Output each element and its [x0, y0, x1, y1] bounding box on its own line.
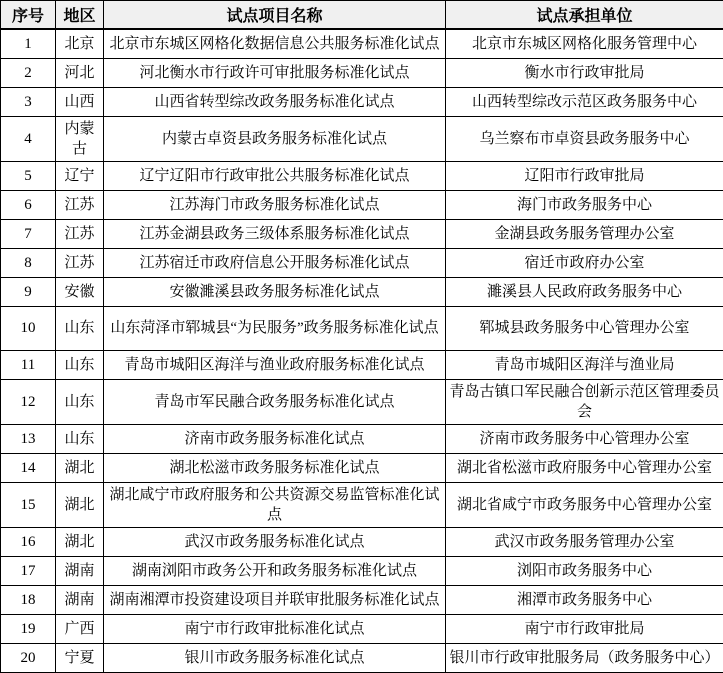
cell-unit: 青岛市城阳区海洋与渔业局: [446, 350, 723, 379]
cell-project: 湖北咸宁市政府服务和公共资源交易监管标准化试点: [104, 482, 446, 527]
cell-region: 山东: [56, 424, 104, 453]
cell-project: 南宁市行政审批标准化试点: [104, 614, 446, 643]
cell-project: 江苏宿迁市政府信息公开服务标准化试点: [104, 248, 446, 277]
cell-unit: 湖北省松滋市政府服务中心管理办公室: [446, 453, 723, 482]
cell-project: 江苏海门市政务服务标准化试点: [104, 190, 446, 219]
table-row: [1, 585, 723, 614]
table-row: [1, 29, 723, 58]
cell-unit: 浏阳市政务服务中心: [446, 556, 723, 585]
column-header-region: 地区: [56, 1, 104, 30]
table-row: [1, 424, 723, 453]
cell-region: 湖南: [56, 556, 104, 585]
cell-unit: 济南市政务服务中心管理办公室: [446, 424, 723, 453]
cell-project: 湖南湘潭市投资建设项目并联审批服务标准化试点: [104, 585, 446, 614]
cell-project: 辽宁辽阳市行政审批公共服务标准化试点: [104, 161, 446, 190]
cell-unit: 海门市政务服务中心: [446, 190, 723, 219]
cell-no: 2: [1, 58, 56, 87]
cell-region: 湖南: [56, 585, 104, 614]
cell-region: 北京: [56, 29, 104, 58]
cell-region: 河北: [56, 58, 104, 87]
cell-project: 济南市政务服务标准化试点: [104, 424, 446, 453]
cell-unit: 濉溪县人民政府政务服务中心: [446, 277, 723, 306]
cell-region: 山东: [56, 379, 104, 424]
cell-no: 10: [1, 306, 56, 350]
table-row: [1, 614, 723, 643]
table-row: [1, 556, 723, 585]
cell-no: 9: [1, 277, 56, 306]
table-row: [1, 219, 723, 248]
cell-region: 山西: [56, 87, 104, 116]
table-row: [1, 527, 723, 556]
table-row: [1, 116, 723, 161]
column-header-unit: 试点承担单位: [446, 1, 723, 30]
cell-region: 湖北: [56, 453, 104, 482]
cell-project: 山西省转型综改政务服务标准化试点: [104, 87, 446, 116]
cell-no: 3: [1, 87, 56, 116]
cell-unit: 衡水市行政审批局: [446, 58, 723, 87]
cell-unit: 湖北省咸宁市政务服务中心管理办公室: [446, 482, 723, 527]
cell-no: 5: [1, 161, 56, 190]
cell-no: 16: [1, 527, 56, 556]
cell-region: 辽宁: [56, 161, 104, 190]
cell-region: 安徽: [56, 277, 104, 306]
cell-project: 安徽濉溪县政务服务标准化试点: [104, 277, 446, 306]
cell-unit: 北京市东城区网格化服务管理中心: [446, 29, 723, 58]
cell-unit: 宿迁市政府办公室: [446, 248, 723, 277]
cell-no: 1: [1, 29, 56, 58]
cell-no: 20: [1, 643, 56, 672]
cell-no: 18: [1, 585, 56, 614]
cell-unit: 武汉市政务服务管理办公室: [446, 527, 723, 556]
cell-no: 14: [1, 453, 56, 482]
cell-no: 15: [1, 482, 56, 527]
cell-project: 青岛市城阳区海洋与渔业政府服务标准化试点: [104, 350, 446, 379]
cell-project: 青岛市军民融合政务服务标准化试点: [104, 379, 446, 424]
cell-region: 宁夏: [56, 643, 104, 672]
cell-project: 湖北松滋市政务服务标准化试点: [104, 453, 446, 482]
table-row: [1, 379, 723, 424]
cell-project: 银川市政务服务标准化试点: [104, 643, 446, 672]
cell-unit: 山西转型综改示范区政务服务中心: [446, 87, 723, 116]
cell-no: 11: [1, 350, 56, 379]
cell-region: 广西: [56, 614, 104, 643]
cell-project: 河北衡水市行政许可审批服务标准化试点: [104, 58, 446, 87]
table-header-row: [1, 1, 723, 30]
cell-region: 江苏: [56, 248, 104, 277]
cell-unit: 湘潭市政务服务中心: [446, 585, 723, 614]
cell-unit: 南宁市行政审批局: [446, 614, 723, 643]
table-row: [1, 248, 723, 277]
cell-region: 江苏: [56, 219, 104, 248]
cell-no: 13: [1, 424, 56, 453]
table-row: [1, 190, 723, 219]
cell-region: 山东: [56, 350, 104, 379]
cell-project: 武汉市政务服务标准化试点: [104, 527, 446, 556]
cell-no: 7: [1, 219, 56, 248]
cell-no: 4: [1, 116, 56, 161]
column-header-no: 序号: [1, 1, 56, 30]
cell-unit: 辽阳市行政审批局: [446, 161, 723, 190]
cell-project: 湖南浏阳市政务公开和政务服务标准化试点: [104, 556, 446, 585]
table-row: [1, 643, 723, 672]
cell-unit: 青岛古镇口军民融合创新示范区管理委员会: [446, 379, 723, 424]
table-row: [1, 87, 723, 116]
cell-no: 17: [1, 556, 56, 585]
cell-region: 湖北: [56, 527, 104, 556]
table-row: [1, 350, 723, 379]
table-row: [1, 306, 723, 350]
cell-project: 江苏金湖县政务三级体系服务标准化试点: [104, 219, 446, 248]
cell-no: 6: [1, 190, 56, 219]
table-row: [1, 453, 723, 482]
cell-unit: 银川市行政审批服务局（政务服务中心）: [446, 643, 723, 672]
cell-region: 湖北: [56, 482, 104, 527]
table-row: [1, 482, 723, 527]
table-row: [1, 58, 723, 87]
cell-project: 北京市东城区网格化数据信息公共服务标准化试点: [104, 29, 446, 58]
cell-no: 19: [1, 614, 56, 643]
cell-project: 山东菏泽市郓城县“为民服务”政务服务标准化试点: [104, 306, 446, 350]
cell-no: 12: [1, 379, 56, 424]
cell-region: 内蒙古: [56, 116, 104, 161]
cell-no: 8: [1, 248, 56, 277]
cell-unit: 郓城县政务服务中心管理办公室: [446, 306, 723, 350]
column-header-project: 试点项目名称: [104, 1, 446, 30]
cell-region: 山东: [56, 306, 104, 350]
cell-project: 内蒙古卓资县政务服务标准化试点: [104, 116, 446, 161]
cell-region: 江苏: [56, 190, 104, 219]
table-row: [1, 277, 723, 306]
cell-unit: 金湖县政务服务管理办公室: [446, 219, 723, 248]
table-row: [1, 161, 723, 190]
cell-unit: 乌兰察布市卓资县政务服务中心: [446, 116, 723, 161]
